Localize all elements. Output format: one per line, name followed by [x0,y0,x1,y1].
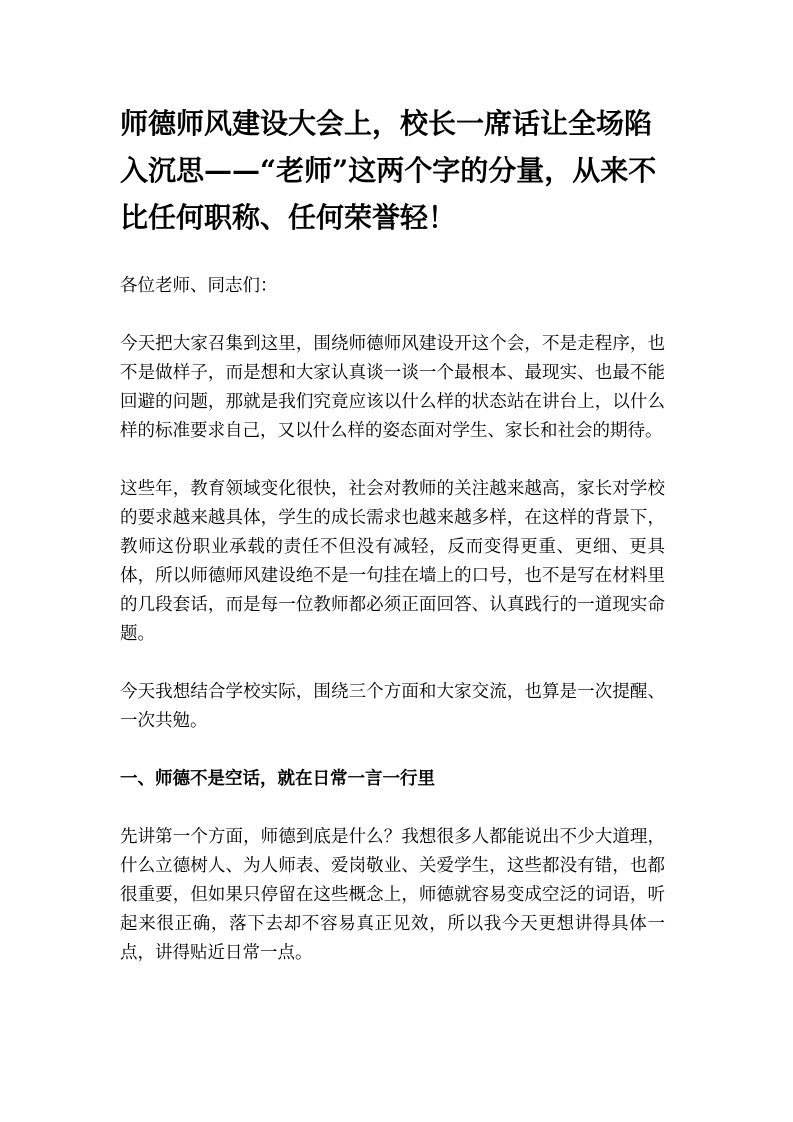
document-body [120,272,665,997]
paragraph-2: 这些年，教育领域变化很快，社会对教师的关注越来越高，家长对学校的要求越来越具体，学生的成长需求也越来越多样，在这样的背景下，教师这份职业承载的责任不但没有减轻，反而变得更重、更细、更具体，所以师德师风建设绝不是一句挂在墙上的口号，也不是写在材料里的几段套话，而是每一位教师都必须正面回答、认真践行的一道现实命题。 [120,479,665,644]
paragraph-1: 今天把大家召集到这里，围绕师德师风建设开这个会，不是走程序，也不是做样子，而是想和大家认真谈一谈一个最根本、最现实、也最不能回避的问题，那就是我们究竟应该以什么样的状态站在讲台上，以什么样的标准要求自己，又以什么样的姿态面对学生、家长和社会的期待。 [120,334,665,441]
paragraph-3: 今天我想结合学校实际，围绕三个方面和大家交流，也算是一次提醒、一次共勉。 [120,682,665,731]
document-title: 师德师风建设大会上，校长一席话让全场陷入沉思——“老师”这两个字的分量，从来不比任何职称、任何荣誉轻！ [120,107,657,234]
section-heading: 一、师德不是空话，就在日常一言一行里 [120,769,435,789]
greeting: 各位老师、同志们： [120,276,278,296]
section-paragraph: 先讲第一个方面，师德到底是什么？我想很多人都能说出不少大道理，什么立德树人、为人师表、爱岗敬业、关爱学生，这些都没有错，也都很重要，但如果只停留在这些概念上，师德就容易变成空泛的词语，听起来很正确，落下去却不容易真正见效，所以我今天更想讲得具体一点，讲得贴近日常一点。 [120,827,665,963]
